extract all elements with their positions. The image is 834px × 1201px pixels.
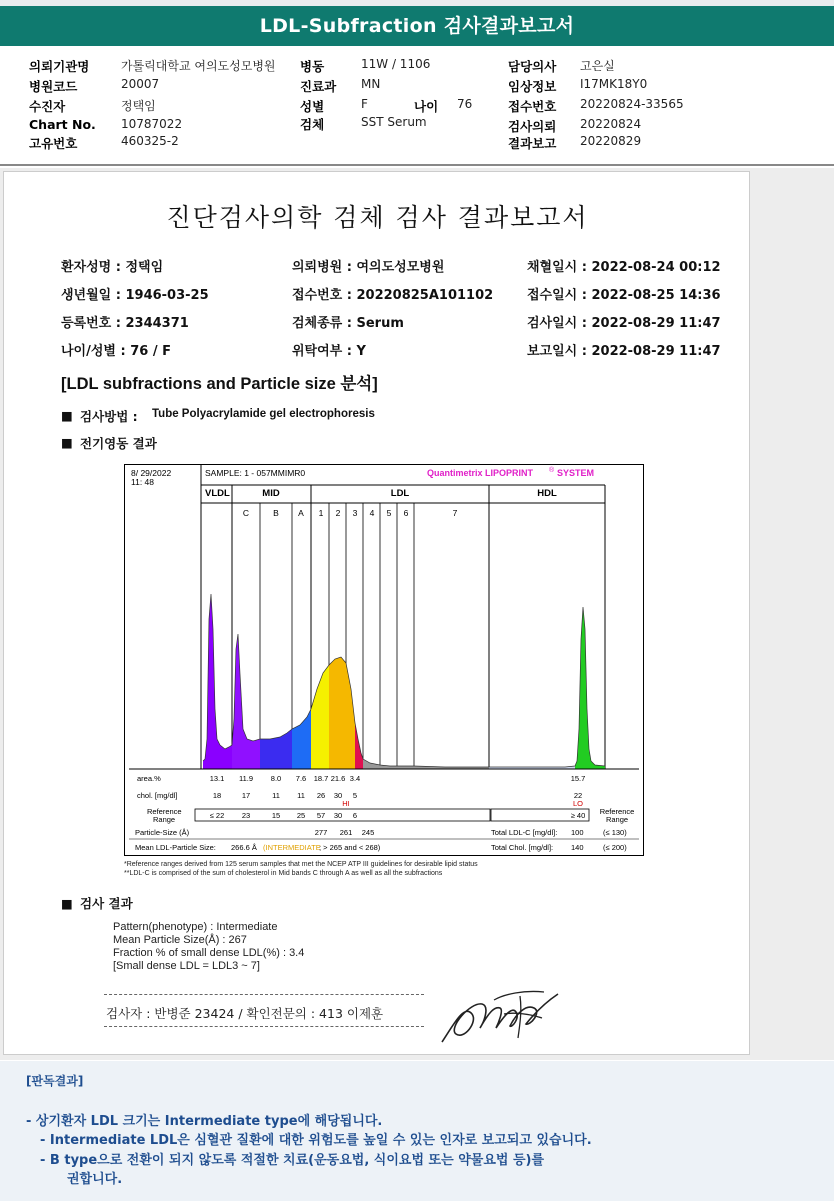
band-label: 5 [386,508,392,518]
info-value: I17MK18Y0 [580,77,648,91]
region-headers [201,485,605,769]
info-label: 담당의사 [508,59,557,74]
total-ldl-value: 100 [571,828,584,837]
info-panel [0,48,834,166]
method-label: 검사방법 : [80,409,138,424]
info-label: 나이 [414,99,439,114]
particle-size: 277 [314,828,328,837]
report-field: 나이/성별 : 76 / F [61,344,172,359]
interpretation-title: [판독결과] [26,1074,84,1088]
chart-brand: Quantimetrix LIPOPRINT [427,468,534,478]
ref-value: 15 [271,811,281,820]
chol-value: 5 [352,791,358,800]
row-label-chol: chol. [mg/dl] [137,791,178,800]
row-label-ref: Range [153,815,176,824]
result-line: [Small dense LDL = LDL3 ~ 7] [113,960,260,972]
inspector-line: 검사자 : 반병준 23424 / 확인전문의 : 413 이제훈 [106,1006,384,1021]
band-label: 7 [452,508,458,518]
total-ldl-ref: (≤ 130) [603,828,627,837]
info-label: 접수번호 [508,99,557,114]
ref-label-right: Reference [599,807,635,816]
result-line: Fraction % of small dense LDL(%) : 3.4 [113,947,305,959]
bullet-icon: ■ [61,408,73,423]
flag-hi: HI [342,799,350,808]
info-value: 11W / 1106 [361,57,431,71]
band-label: B [273,508,279,518]
info-label: 결과보고 [508,136,557,151]
band-label: 1 [318,508,324,518]
info-value: MN [361,77,381,91]
result-table [129,774,639,852]
divider [104,1026,424,1027]
trace-segment [203,594,232,769]
interpretation-panel [0,1061,834,1201]
chol-value: 11 [272,791,280,800]
report-sheet [3,171,750,1055]
area-value: 21.6 [330,774,346,783]
band-label: 4 [369,508,375,518]
ref-value: 57 [316,811,326,820]
signature-image [434,984,564,1050]
report-field: 접수번호 : 20220825A101102 [292,288,494,303]
info-value: 10787022 [121,117,183,131]
particle-size: 245 [361,828,375,837]
divider [104,994,424,995]
ref-value: ≤ 22 [209,811,225,820]
report-field: 채혈일시 : 2022-08-24 00:12 [527,260,721,275]
report-field: 등록번호 : 2344371 [61,316,189,331]
info-label: 진료과 [300,79,337,94]
interpretation-line: 권합니다. [67,1172,123,1187]
report-field: 생년월일 : 1946-03-25 [61,288,209,303]
lipoprint-chart [124,464,644,856]
chol-value: 30 [333,791,343,800]
mean-tail: ; > 265 and < 268) [319,843,381,852]
total-ldl-label: Total LDL-C [mg/dl]: [491,828,558,837]
info-value: F [361,97,368,111]
ref-value: 25 [296,811,306,820]
bullet-icon: ■ [61,896,73,911]
info-label: 검체 [300,117,325,132]
ref-value: 23 [241,811,251,820]
electro-heading: 전기영동 결과 [80,436,157,451]
info-label: 검사의뢰 [508,119,557,134]
band-label: A [298,508,304,518]
chart-date: 8/ 29/2022 [131,468,172,478]
method-value: Tube Polyacrylamide gel electrophoresis [152,408,375,420]
info-label: 병동 [300,59,325,74]
band-label: C [242,508,250,518]
region-label: LDL [390,488,410,499]
area-value: 3.4 [349,774,361,783]
chart-brand-tail: SYSTEM [557,468,595,478]
chol-value: 11 [297,791,305,800]
section-title: [LDL subfractions and Particle size 분석] [61,375,378,393]
chol-value: 22 [573,791,583,800]
chart-sample: SAMPLE: 1 - 057MMIMR0 [205,468,306,478]
total-chol-ref: (≤ 200) [603,843,627,852]
row-label-ref: Reference [147,807,182,816]
info-value: 20220829 [580,134,642,148]
report-field: 의뢰병원 : 여의도성모병원 [292,260,445,275]
chart-time: 11: 48 [131,477,155,487]
info-value: SST Serum [361,115,427,129]
chol-value: 26 [316,791,326,800]
footnote-2: **LDL-C is comprised of the sum of cholesterol in Mid bands C through A as well as all the subfractions [124,870,443,877]
info-value: 가톨릭대학교 여의도성모병원 [121,59,276,73]
area-value: 8.0 [270,774,282,783]
ref-value: 30 [333,811,343,820]
electropherogram [203,594,605,769]
bullet-icon: ■ [61,435,73,450]
trace-segment [575,607,605,769]
info-value: 20220824 [580,117,642,131]
region-label: HDL [537,488,557,499]
area-value: 7.6 [295,774,307,783]
info-value: 20007 [121,77,160,91]
info-value: 20220824-33565 [580,97,684,111]
info-label: 성별 [300,99,325,114]
info-label: 병원코드 [29,79,78,94]
band-label: 2 [335,508,341,518]
interpretation-line: - Intermediate LDL은 심혈관 질환에 대한 위험도를 높일 수 있는 인자로 보고되고 있습니다. [40,1133,592,1148]
region-label: VLDL [205,488,230,499]
info-value: 76 [457,97,473,111]
page-header [0,6,834,46]
area-value: 11.9 [238,774,254,783]
region-label: MID [262,488,280,499]
ref-label-right: Range [605,815,629,824]
mean-class: (INTERMEDIATE [263,843,321,852]
result-line: Pattern(phenotype) : Intermediate [113,921,278,933]
row-label-area: area.% [137,774,161,783]
particle-size: 261 [339,828,353,837]
trace-segment [329,657,355,769]
info-value: 고은실 [580,59,615,73]
interpretation-line: - B type으로 전환이 되지 않도록 적절한 치료(운동요법, 식이요법 또는 약물요법 등)를 [40,1153,545,1168]
report-field: 검사일시 : 2022-08-29 11:47 [527,316,721,331]
row-label-ps: Particle-Size (Å) [135,828,190,837]
trace-segment [292,709,311,769]
report-title: 진단검사의학 검체 검사 결과보고서 [166,203,589,232]
band-label: 3 [352,508,358,518]
report-field: 검체종류 : Serum [292,316,404,331]
chart-svg [125,465,643,855]
chol-value: 17 [241,791,251,800]
ref-value: 6 [352,811,358,820]
row-label-mean: Mean LDL-Particle Size: [135,843,216,852]
page-title: LDL-Subfraction 검사결과보고서 [259,15,575,37]
registered-icon: ® [549,467,555,474]
result-line: Mean Particle Size(Å) : 267 [113,934,247,946]
trace-segment [260,729,292,769]
info-label: 임상정보 [508,79,557,94]
report-field: 접수일시 : 2022-08-25 14:36 [527,288,721,303]
info-label: Chart No. [29,117,96,132]
chol-value: 18 [212,791,222,800]
info-label: 고유번호 [29,136,78,151]
total-chol-label: Total Chol. [mg/dl]: [491,843,554,852]
trace-segment [363,759,489,769]
area-value: 18.7 [313,774,329,783]
flag-lo: LO [572,799,584,808]
result-heading: 검사 결과 [80,896,133,911]
info-label: 수진자 [29,99,66,114]
area-value: 15.7 [570,774,586,783]
ref-box [195,809,490,821]
report-field: 위탁여부 : Y [292,344,366,359]
info-value: 정택임 [121,99,156,113]
info-label: 의뢰기관명 [29,59,90,74]
report-field: 보고일시 : 2022-08-29 11:47 [527,344,721,359]
interpretation-line: - 상기환자 LDL 크기는 Intermediate type에 해당됩니다. [26,1114,383,1129]
band-label: 6 [403,508,409,518]
footnote-1: *Reference ranges derived from 125 serum samples that met the NCEP ATP III guidelines for desirable lipid status [124,861,478,868]
report-field: 환자성명 : 정택임 [61,260,164,275]
area-value: 13.1 [209,774,225,783]
total-chol-value: 140 [571,843,584,852]
ref-value: ≥ 40 [570,811,586,820]
mean-size: 266.6 Å [231,843,257,852]
info-value: 460325-2 [121,134,179,148]
